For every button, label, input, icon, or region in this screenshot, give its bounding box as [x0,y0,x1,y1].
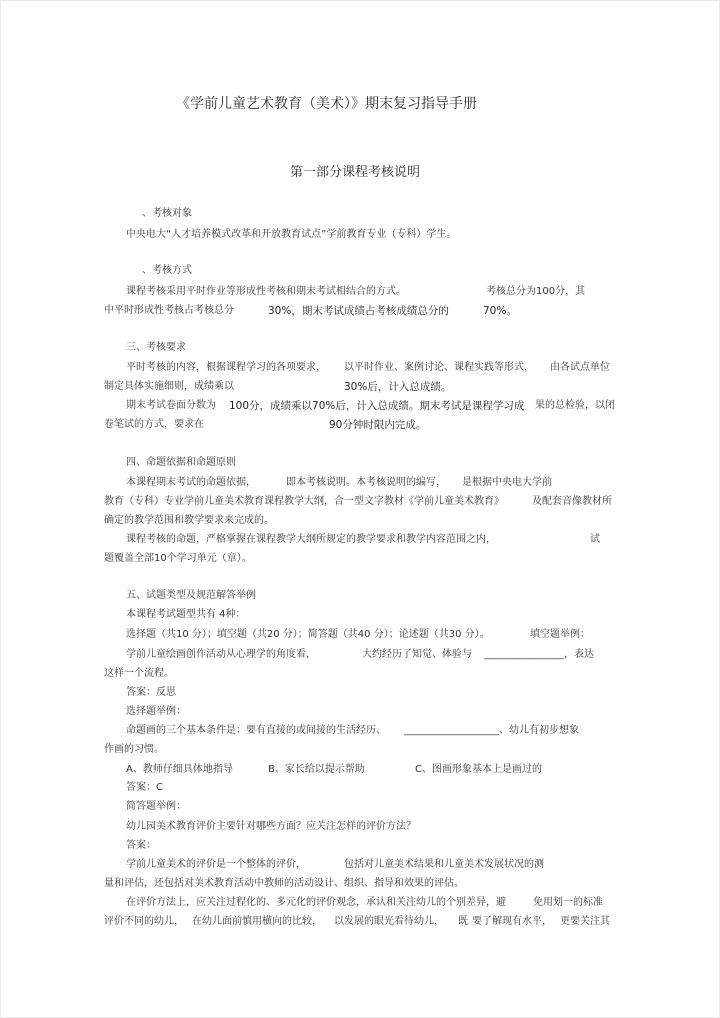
section-3-text: 期末考试卷面分数为 [126,400,216,411]
choice-question: 作画的习惯。 [104,744,164,755]
section-2-text: 70%。 [483,305,517,317]
section-5-text: 填空题举例： [530,629,590,640]
short-answer-text: 要了解现有水平， [472,916,552,927]
fill-question: 大约经历了知觉、体验与 [362,649,472,660]
section-1-heading: 、考核对象 [142,208,192,219]
short-answer-text: 免用划一的标准 [533,897,603,908]
short-answer-text: 更要关注其 [560,916,610,927]
section-3-text: 制定具体实施细则，成绩乘以 [104,381,234,392]
section-4-text: 题覆盖全部10个学习单元（章）。 [104,553,252,564]
short-answer-text: 以发展的眼光看待幼儿， [334,916,444,927]
short-question: 幼儿园美术教育评价主要针对哪些方面？应关注怎样的评价方法？ [126,821,416,832]
section-3-text: 由各试点单位 [550,362,610,373]
fill-answer: 答案：反思 [126,687,176,698]
section-4-text: 确定的教学范围和教学要求来完成的。 [104,515,274,526]
section-1-body: 中央电大“人才培养模式改革和开放教育试点”学前教育专业（专科）学生。 [126,229,457,240]
section-3-heading: 三、考核要求 [126,342,186,353]
part-title: 第一部分课程考核说明 [290,165,421,180]
short-answer-text: 包括对儿童美术结果和儿童美术发展状况的测 [344,859,544,870]
section-5-heading: 五、试题类型及规范解答举例 [126,590,256,601]
choice-question: 命题画的三个基本条件是：要有直接的或间接的生活经历、 [126,725,386,736]
section-3-text: 100分，成绩乘以70%后，计入总成绩。期末考试是课程学习成 [229,400,525,412]
fill-question: 这样一个流程。 [104,668,174,679]
fill-question: 学前儿童绘画创作活动从心理学的角度看， [126,649,316,660]
short-answer-text: 既 [458,916,468,927]
section-3-text: 平时考核的内容，根据课程学习的各项要求， [126,362,326,373]
short-answer-text: 在评价方法上，应关注过程化的、多元化的评价观念，承认和关注幼儿的个别差异，避 [126,897,506,908]
short-answer-text: 学前儿童美术的评价是一个整体的评价， [126,859,306,870]
section-2-text: 课程考核采用平时作业等形成性考核和期末考试相结合的方式。 [126,286,406,297]
section-5-text: 本课程考试题型共有 4种： [126,609,246,620]
section-4-text: 教育（专科）专业学前儿童美术教育课程教学大纲，合一型文字教材《学前儿童美术教育》 [104,496,504,507]
section-2-text: 30%，期末考试成绩占考核成绩总分的 [268,305,449,317]
choice-option-c: C、图画形象基本上是画过的 [415,764,542,775]
section-3-text: 果的总检验，以闭 [535,400,615,411]
short-label: 简答题举例： [126,801,186,812]
choice-label: 选择题举例： [126,706,186,717]
section-5-text: 选择题（共10 分）；填空题（共20 分）；简答题（共40 分）；论述题（共30 分）。 [126,629,490,640]
fill-question: ________________，表达 [484,649,594,660]
section-4-text: 试 [590,534,600,545]
choice-option-b: B、家长给以提示帮助 [268,764,365,775]
section-3-text: 90分钟时限内完成。 [329,419,427,431]
section-4-heading: 四、命题依据和命题原则 [126,457,236,468]
section-4-text: 是根据中央电大学前 [462,477,552,488]
section-3-text: 以平时作业、案例讨论、课程实践等形式， [344,362,534,373]
section-4-text: 即本考核说明。本考核说明的编写， [286,477,446,488]
short-answer-text: 量和评估，还包括对美术教育活动中教师的活动设计、组织、指导和效果的评估。 [104,878,464,889]
section-3-text: 30%后，计入总成绩。 [344,381,452,393]
section-2-text: 考核总分为100分，其 [486,286,586,297]
section-4-text: 课程考核的命题，严格掌握在课程教学大纲所规定的教学要求和教学内容范围之内， [126,534,496,545]
short-answer-text: 在幼儿面前慎用横向的比较， [192,916,322,927]
section-3-text: 卷笔试的方式，要求在 [104,419,204,430]
section-4-text: 及配套音像教材所 [532,496,612,507]
section-2-text: 中平时形成性考核占考核总分 [104,305,234,316]
section-4-text: 本课程期末考试的命题依据， [126,477,256,488]
section-2-heading: 、考核方式 [142,265,192,276]
short-answer-label: 答案： [126,840,156,851]
choice-option-a: A、教师仔细具体地指导 [126,764,233,775]
choice-question: ___________________、幼儿有初步想象 [404,725,579,736]
short-answer-text: 评价不同的幼儿， [104,916,184,927]
choice-answer: 答案：C [126,782,163,793]
document-title: 《学前儿童艺术教育（美术）》期末复习指导手册 [176,96,477,112]
